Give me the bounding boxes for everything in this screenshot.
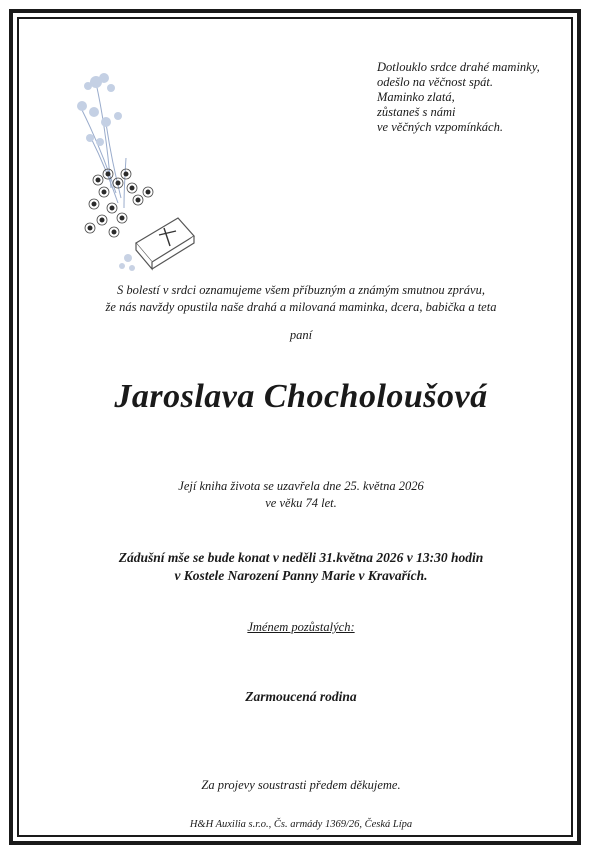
announcement-line-1: S bolestí v srdci oznamujeme všem příbuzným a známým smutnou zprávu, <box>117 283 485 297</box>
funeral-mass-info <box>22 549 580 585</box>
life-info <box>22 478 580 512</box>
announcement-line-2: že nás navždy opustila naše drahá a milovaná maminka, dcera, babička a teta <box>105 300 497 314</box>
thanks-text: Za projevy soustrasti předem děkujeme. <box>201 778 401 792</box>
death-date-line: Její kniha života se uzavřela dne 25. května 2026 <box>178 479 424 493</box>
memorial-poem: Dotlouklo srdce drahé maminky, odešlo na věčnost spát. Maminko zlatá, zůstaneš s námi ve věčných vzpomínkách. <box>377 60 540 134</box>
mass-time-line: Zádušní mše se bude konat v neděli 31.května 2026 v 13:30 hodin <box>118 550 484 565</box>
age-line: ve věku 74 let. <box>265 496 337 510</box>
flowers-and-book-icon <box>66 68 198 278</box>
announcement-text <box>22 282 580 316</box>
signed-by-label: Jménem pozůstalých: <box>247 620 355 634</box>
deceased-name: Jaroslava Chocholoušová <box>114 378 488 415</box>
family-signature: Zarmoucená rodina <box>245 689 357 704</box>
title-word: paní <box>289 328 313 342</box>
funeral-company: H&H Auxilia s.r.o., Čs. armády 1369/26, Česká Lípa <box>189 819 413 830</box>
mass-place-line: v Kostele Narození Panny Marie v Kravařích. <box>174 568 428 583</box>
